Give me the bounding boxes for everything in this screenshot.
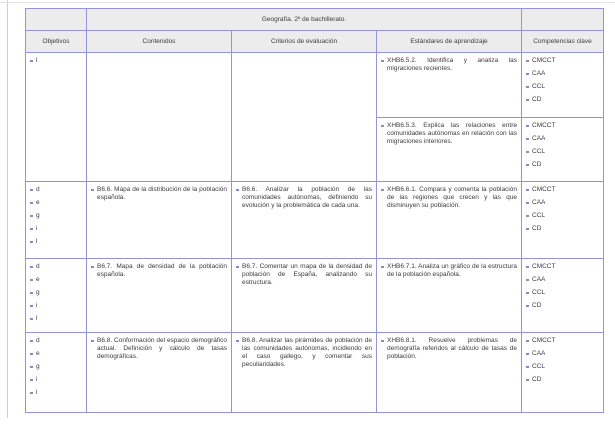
competencia-label: CCL [532,289,546,296]
list-item [236,186,372,210]
bullet-icon [30,202,33,205]
bullet-icon [381,266,384,269]
list-item [526,302,599,310]
bullet-icon [526,340,529,343]
title-row-empty-right-cell [522,9,604,31]
list-item [30,302,82,310]
criterio-text: B6.6. Analizar la población de las comunidades autónomas, definiendo su evolución y la problemática de cada una. [242,186,372,209]
estandar-cell [377,182,522,259]
competencias-cell [522,182,604,259]
list-item [30,238,82,246]
bullet-icon [30,279,33,282]
bullet-icon [526,202,529,205]
bullet-icon [30,353,33,356]
curriculum-table [25,8,604,413]
page-edge-vertical-line [7,0,8,418]
competencia-label: CMCCT [532,337,556,344]
competencia-label: CD [532,161,542,168]
competencias-cell [522,259,604,333]
list-item [236,337,372,369]
contenidos-cell [87,333,232,413]
bullet-icon [526,279,529,282]
bullet-icon [91,340,94,343]
bullet-icon [526,353,529,356]
bullet-icon [381,60,384,63]
list-item [526,289,599,297]
competencia-label: CMCCT [532,57,556,64]
column-header-competencias: Competencias clave [522,31,604,53]
objetivo-label: i [36,376,38,383]
contenido-text: B6.8. Conformación del espacio demográfico actual. Definición y cálculo de tasas demográficas. [97,337,227,360]
bullet-icon [381,189,384,192]
bullet-icon [30,241,33,244]
bullet-icon [30,266,33,269]
objetivo-label: l [36,238,38,245]
bullet-icon [30,228,33,231]
competencia-label: CAA [532,350,546,357]
list-item [381,263,517,279]
competencia-label: CD [532,96,542,103]
bullet-icon [526,125,529,128]
column-header-criterios: Criterios de evaluación [232,31,377,53]
list-item [526,148,599,156]
list-item [236,263,372,287]
list-item [30,376,82,384]
objetivo-label: g [36,363,40,370]
bullet-icon [526,189,529,192]
objetivo-label: g [36,212,40,219]
competencia-label: CD [532,302,542,309]
bullet-icon [30,292,33,295]
bullet-icon [526,73,529,76]
list-item [526,276,599,284]
bullet-icon [526,86,529,89]
list-item [526,161,599,169]
competencia-label: CCL [532,83,546,90]
bullet-icon [381,340,384,343]
estandar-text: XHB6.8.1. Resuelve problemas de demografía referidos al cálculo de tasas de población. [387,337,517,360]
criterios-cell [232,333,377,413]
list-item [30,350,82,358]
list-item [91,186,227,202]
bullet-icon [91,189,94,192]
list-item [526,363,599,371]
page-edge-horizontal-line [0,2,615,3]
list-item [526,212,599,220]
objetivos-cell [26,53,87,182]
list-item [30,289,82,297]
title-row-empty-left-cell [26,9,87,31]
bullet-icon [30,60,33,63]
estandar-text: XHB6.5.3. Explica las relaciones entre comunidades autónomas en relación con las migraciones interiores. [387,122,517,145]
estandar-cell [377,333,522,413]
bullet-icon [526,215,529,218]
list-item [526,135,599,143]
list-item [30,225,82,233]
objetivo-label: l [36,315,38,322]
objetivo-label: l [36,389,38,396]
bullet-icon [526,138,529,141]
bullet-icon [526,151,529,154]
bullet-icon [236,189,239,192]
list-item [30,186,82,194]
contenidos-cell-empty [87,53,232,182]
competencia-label: CD [532,225,542,232]
bullet-icon [526,305,529,308]
list-item [526,350,599,358]
bullet-icon [381,125,384,128]
list-item [381,186,517,210]
bullet-icon [526,366,529,369]
list-item [91,337,227,361]
bullet-icon [236,340,239,343]
criterio-text: B6.8. Analizar las pirámides de población de las comunidades autónomas, incidiendo en el caso gallego, y comentar sus peculiaridades. [242,337,372,368]
objetivos-cell [26,259,87,333]
competencia-label: CAA [532,199,546,206]
criterio-text: B6.7. Comentar un mapa de la densidad de población de España, analizando su estructura. [242,263,372,286]
estandar-cell [377,118,522,182]
list-item [91,263,227,279]
competencia-label: CAA [532,276,546,283]
table-title: Geografía. 2º de bachillerato. [87,9,522,31]
objetivo-label: e [36,276,40,283]
bullet-icon [526,266,529,269]
bullet-icon [526,164,529,167]
list-item [526,199,599,207]
objetivos-cell [26,333,87,413]
bullet-icon [526,99,529,102]
bullet-icon [30,189,33,192]
list-item [30,337,82,345]
objetivos-cell [26,182,87,259]
objetivo-label: g [36,289,40,296]
list-item [381,122,517,146]
bullet-icon [30,305,33,308]
objetivo-label: i [36,225,38,232]
bullet-icon [30,215,33,218]
list-item [30,212,82,220]
criterios-cell [232,259,377,333]
competencia-label: CCL [532,363,546,370]
bullet-icon [526,228,529,231]
objetivo-label: e [36,350,40,357]
list-item [381,57,517,73]
bullet-icon [30,318,33,321]
list-item [526,57,599,65]
competencia-label: CAA [532,70,546,77]
bullet-icon [30,366,33,369]
list-item [526,96,599,104]
list-item [381,337,517,361]
objetivo-label: e [36,199,40,206]
competencia-label: CCL [532,148,546,155]
list-item [30,276,82,284]
criterios-cell [232,182,377,259]
competencia-label: CAA [532,135,546,142]
column-header-objetivos: Objetivos [26,31,87,53]
list-item [30,199,82,207]
estandar-text: XHB6.6.1. Compara y comenta la población de las regiones que crecen y las que disminuyen su población. [387,186,517,209]
competencias-cell [522,53,604,118]
competencias-cell [522,118,604,182]
competencias-cell [522,333,604,413]
list-item [526,263,599,271]
contenidos-cell [87,259,232,333]
objetivo-label: d [36,186,40,193]
competencia-label: CD [532,376,542,383]
list-item [30,57,82,65]
competencia-label: CMCCT [532,122,556,129]
list-item [30,315,82,323]
contenido-text: B6.6. Mapa de la distribución de la población española. [97,186,227,201]
column-header-estandares: Estándares de aprendizaje [377,31,522,53]
competencia-label: CMCCT [532,186,556,193]
column-header-contenidos: Contenidos [87,31,232,53]
estandar-text: XHB6.7.1. Analiza un gráfico de la estructura de la población española. [387,263,517,278]
competencia-label: CCL [532,212,546,219]
objetivo-label: i [36,302,38,309]
bullet-icon [526,60,529,63]
estandar-text: XHB6.5.2. Identifica y analiza las migraciones recientes. [387,57,517,72]
bullet-icon [91,266,94,269]
list-item [526,83,599,91]
list-item [526,70,599,78]
bullet-icon [526,292,529,295]
bullet-icon [30,379,33,382]
list-item [526,376,599,384]
objetivo-label: d [36,337,40,344]
list-item [526,186,599,194]
list-item [30,263,82,271]
estandar-cell [377,53,522,118]
list-item [526,225,599,233]
contenidos-cell [87,182,232,259]
list-item [30,389,82,397]
contenido-text: B6.7. Mapa de densidad de la población española. [97,263,227,278]
bullet-icon [526,379,529,382]
bullet-icon [30,392,33,395]
bullet-icon [236,266,239,269]
estandar-cell [377,259,522,333]
list-item [30,363,82,371]
competencia-label: CMCCT [532,263,556,270]
objetivo-label: l [36,57,38,64]
list-item [526,337,599,345]
objetivo-label: d [36,263,40,270]
bullet-icon [30,340,33,343]
list-item [526,122,599,130]
criterios-cell-empty [232,53,377,182]
